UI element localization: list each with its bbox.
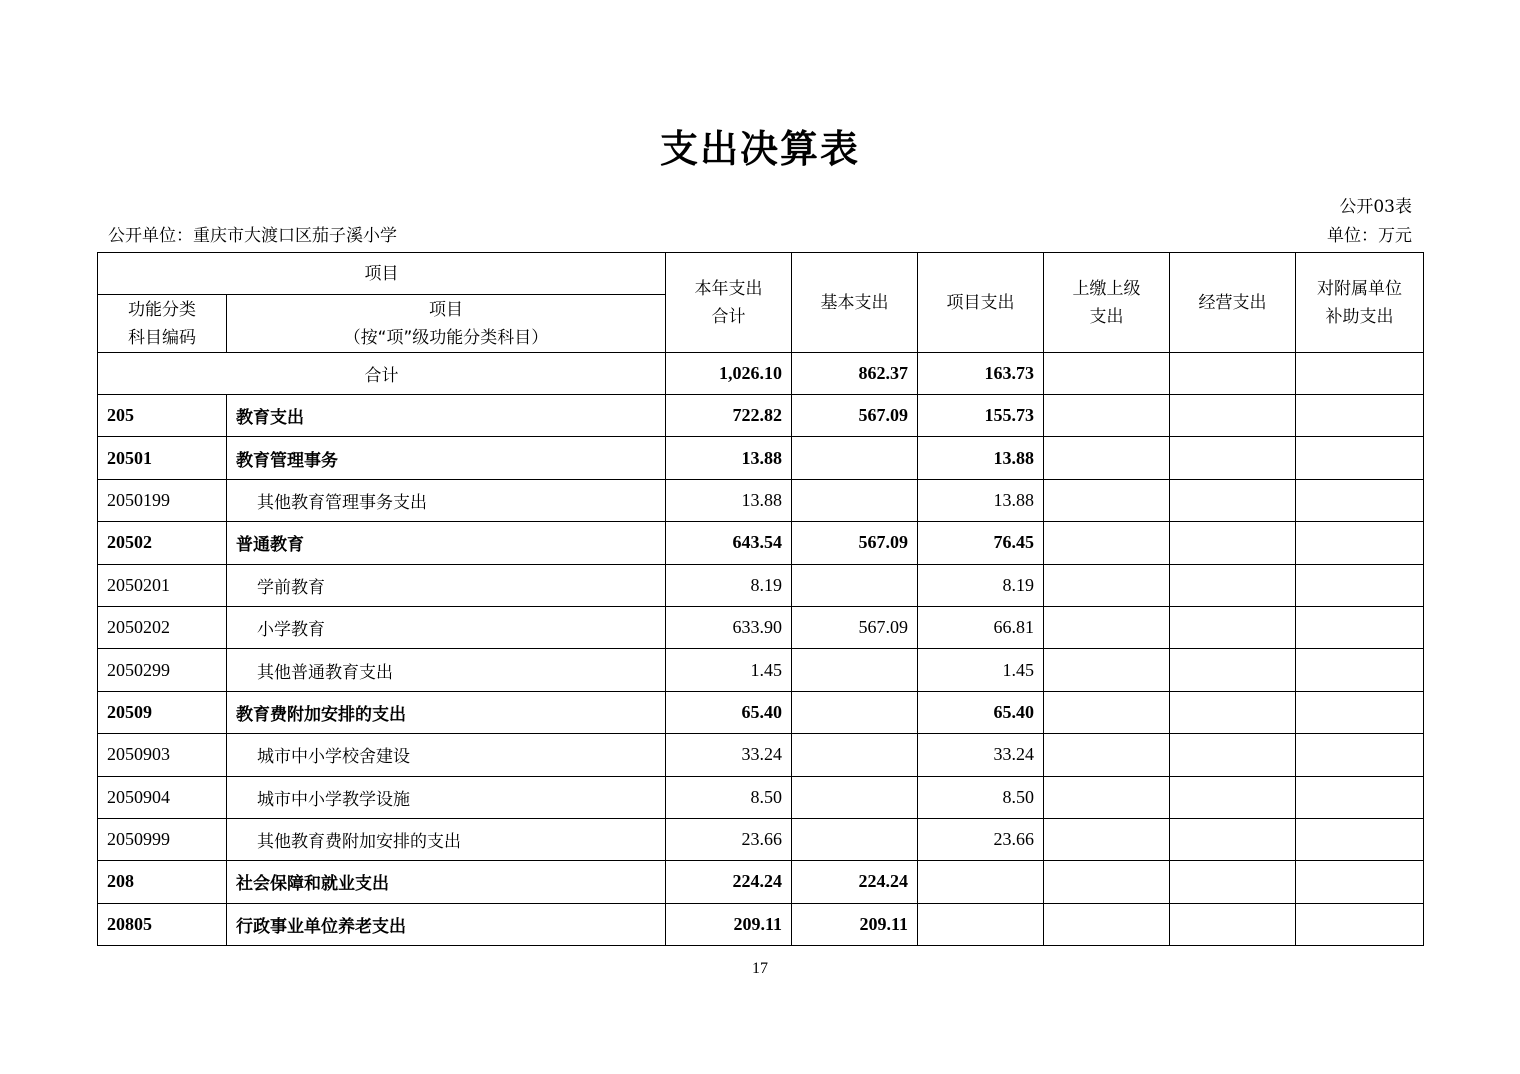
row-business (1170, 649, 1296, 691)
row-total: 643.54 (666, 522, 792, 564)
row-basic (792, 479, 918, 521)
total-subsidiary (1296, 353, 1424, 395)
total-business (1170, 353, 1296, 395)
header-sub-line1: 对附属单位 (1317, 278, 1402, 299)
row-basic: 567.09 (792, 522, 918, 564)
total-upper (1044, 353, 1170, 395)
header-code (98, 295, 227, 353)
row-name: 其他教育费附加安排的支出 (227, 818, 666, 860)
header-project: 项目 (98, 253, 666, 295)
row-code: 20805 (98, 903, 227, 945)
row-name: 小学教育 (227, 606, 666, 648)
table-row (98, 861, 1424, 903)
row-upper (1044, 479, 1170, 521)
row-total: 33.24 (666, 734, 792, 776)
row-code: 20501 (98, 437, 227, 479)
row-upper (1044, 691, 1170, 733)
row-project: 23.66 (918, 818, 1044, 860)
row-basic: 224.24 (792, 861, 918, 903)
total-amount: 1,026.10 (666, 353, 792, 395)
row-upper (1044, 564, 1170, 606)
row-business (1170, 564, 1296, 606)
table-row (98, 818, 1424, 860)
header-code-line2: 科目编码 (128, 327, 196, 348)
row-code: 20509 (98, 691, 227, 733)
table-row (98, 437, 1424, 479)
table-number: 公开03表 (1339, 197, 1412, 217)
row-basic: 209.11 (792, 903, 918, 945)
header-basic: 基本支出 (792, 253, 918, 353)
row-subsidiary (1296, 861, 1424, 903)
row-subsidiary (1296, 564, 1424, 606)
total-basic: 862.37 (792, 353, 918, 395)
row-code: 20502 (98, 522, 227, 564)
total-row (98, 353, 1424, 395)
row-code: 2050903 (98, 734, 227, 776)
row-total: 13.88 (666, 437, 792, 479)
table-row (98, 691, 1424, 733)
header-total-line1: 本年支出 (694, 278, 763, 299)
table-row (98, 649, 1424, 691)
row-code: 2050202 (98, 606, 227, 648)
row-code: 2050299 (98, 649, 227, 691)
row-project: 76.45 (918, 522, 1044, 564)
row-project: 66.81 (918, 606, 1044, 648)
row-business (1170, 395, 1296, 437)
row-total: 13.88 (666, 479, 792, 521)
header-sub-line2: 补助支出 (1325, 306, 1394, 327)
header-code-line1: 功能分类 (128, 299, 196, 320)
row-upper (1044, 437, 1170, 479)
table-row (98, 522, 1424, 564)
row-basic (792, 564, 918, 606)
row-subsidiary (1296, 649, 1424, 691)
row-name: 其他教育管理事务支出 (227, 479, 666, 521)
row-business (1170, 818, 1296, 860)
row-project (918, 861, 1044, 903)
page-number: 17 (752, 960, 768, 977)
header-total-line2: 合计 (711, 306, 746, 327)
header-subsidiary (1296, 253, 1424, 353)
table-row (98, 479, 1424, 521)
row-total: 722.82 (666, 395, 792, 437)
row-subsidiary (1296, 691, 1424, 733)
header-upper-line2: 支出 (1089, 306, 1124, 327)
row-name: 教育管理事务 (227, 437, 666, 479)
row-basic (792, 691, 918, 733)
header-name-line2: （按“项”级功能分类科目） (343, 327, 549, 348)
row-upper (1044, 818, 1170, 860)
row-upper (1044, 522, 1170, 564)
header-name-line1: 项目 (429, 299, 463, 320)
row-name: 城市中小学教学设施 (227, 776, 666, 818)
row-project: 13.88 (918, 437, 1044, 479)
row-business (1170, 776, 1296, 818)
row-basic: 567.09 (792, 395, 918, 437)
table-row (98, 395, 1424, 437)
row-subsidiary (1296, 395, 1424, 437)
row-subsidiary (1296, 437, 1424, 479)
row-project: 8.50 (918, 776, 1044, 818)
row-code: 205 (98, 395, 227, 437)
total-label: 合计 (98, 353, 666, 395)
row-business (1170, 479, 1296, 521)
row-basic (792, 649, 918, 691)
row-name: 社会保障和就业支出 (227, 861, 666, 903)
row-subsidiary (1296, 903, 1424, 945)
row-project: 8.19 (918, 564, 1044, 606)
table-row (98, 734, 1424, 776)
row-project: 65.40 (918, 691, 1044, 733)
row-name: 普通教育 (227, 522, 666, 564)
table-row (98, 606, 1424, 648)
row-total: 209.11 (666, 903, 792, 945)
row-project: 1.45 (918, 649, 1044, 691)
row-basic (792, 437, 918, 479)
row-total: 8.50 (666, 776, 792, 818)
row-code: 208 (98, 861, 227, 903)
row-project: 13.88 (918, 479, 1044, 521)
row-upper (1044, 649, 1170, 691)
row-upper (1044, 734, 1170, 776)
row-subsidiary (1296, 606, 1424, 648)
page-title: 支出决算表 (659, 127, 860, 171)
row-code: 2050201 (98, 564, 227, 606)
row-total: 8.19 (666, 564, 792, 606)
row-code: 2050904 (98, 776, 227, 818)
row-subsidiary (1296, 776, 1424, 818)
header-project-exp: 项目支出 (918, 253, 1044, 353)
header-name (227, 295, 666, 353)
expenditure-table (97, 252, 1424, 946)
table-row (98, 564, 1424, 606)
row-basic (792, 776, 918, 818)
reporting-unit: 公开单位：重庆市大渡口区茄子溪小学 (108, 226, 397, 246)
row-upper (1044, 903, 1170, 945)
row-total: 23.66 (666, 818, 792, 860)
header-upper-line1: 上缴上级 (1072, 278, 1141, 299)
row-business (1170, 437, 1296, 479)
row-subsidiary (1296, 522, 1424, 564)
total-project: 163.73 (918, 353, 1044, 395)
row-upper (1044, 606, 1170, 648)
row-total: 633.90 (666, 606, 792, 648)
row-name: 城市中小学校舍建设 (227, 734, 666, 776)
row-business (1170, 903, 1296, 945)
row-name: 行政事业单位养老支出 (227, 903, 666, 945)
table-row (98, 903, 1424, 945)
currency-unit: 单位：万元 (1327, 226, 1412, 246)
row-project (918, 903, 1044, 945)
row-subsidiary (1296, 734, 1424, 776)
row-business (1170, 606, 1296, 648)
row-project: 155.73 (918, 395, 1044, 437)
header-upper (1044, 253, 1170, 353)
row-subsidiary (1296, 818, 1424, 860)
row-project: 33.24 (918, 734, 1044, 776)
row-basic: 567.09 (792, 606, 918, 648)
table-row (98, 776, 1424, 818)
row-total: 224.24 (666, 861, 792, 903)
table-body (98, 395, 1424, 946)
row-name: 其他普通教育支出 (227, 649, 666, 691)
header-business: 经营支出 (1170, 253, 1296, 353)
row-code: 2050199 (98, 479, 227, 521)
row-name: 教育支出 (227, 395, 666, 437)
row-subsidiary (1296, 479, 1424, 521)
row-business (1170, 522, 1296, 564)
row-upper (1044, 776, 1170, 818)
row-business (1170, 691, 1296, 733)
row-code: 2050999 (98, 818, 227, 860)
row-basic (792, 734, 918, 776)
row-business (1170, 734, 1296, 776)
row-name: 学前教育 (227, 564, 666, 606)
row-name: 教育费附加安排的支出 (227, 691, 666, 733)
header-total (666, 253, 792, 353)
row-total: 65.40 (666, 691, 792, 733)
row-business (1170, 861, 1296, 903)
row-upper (1044, 861, 1170, 903)
row-upper (1044, 395, 1170, 437)
row-total: 1.45 (666, 649, 792, 691)
row-basic (792, 818, 918, 860)
